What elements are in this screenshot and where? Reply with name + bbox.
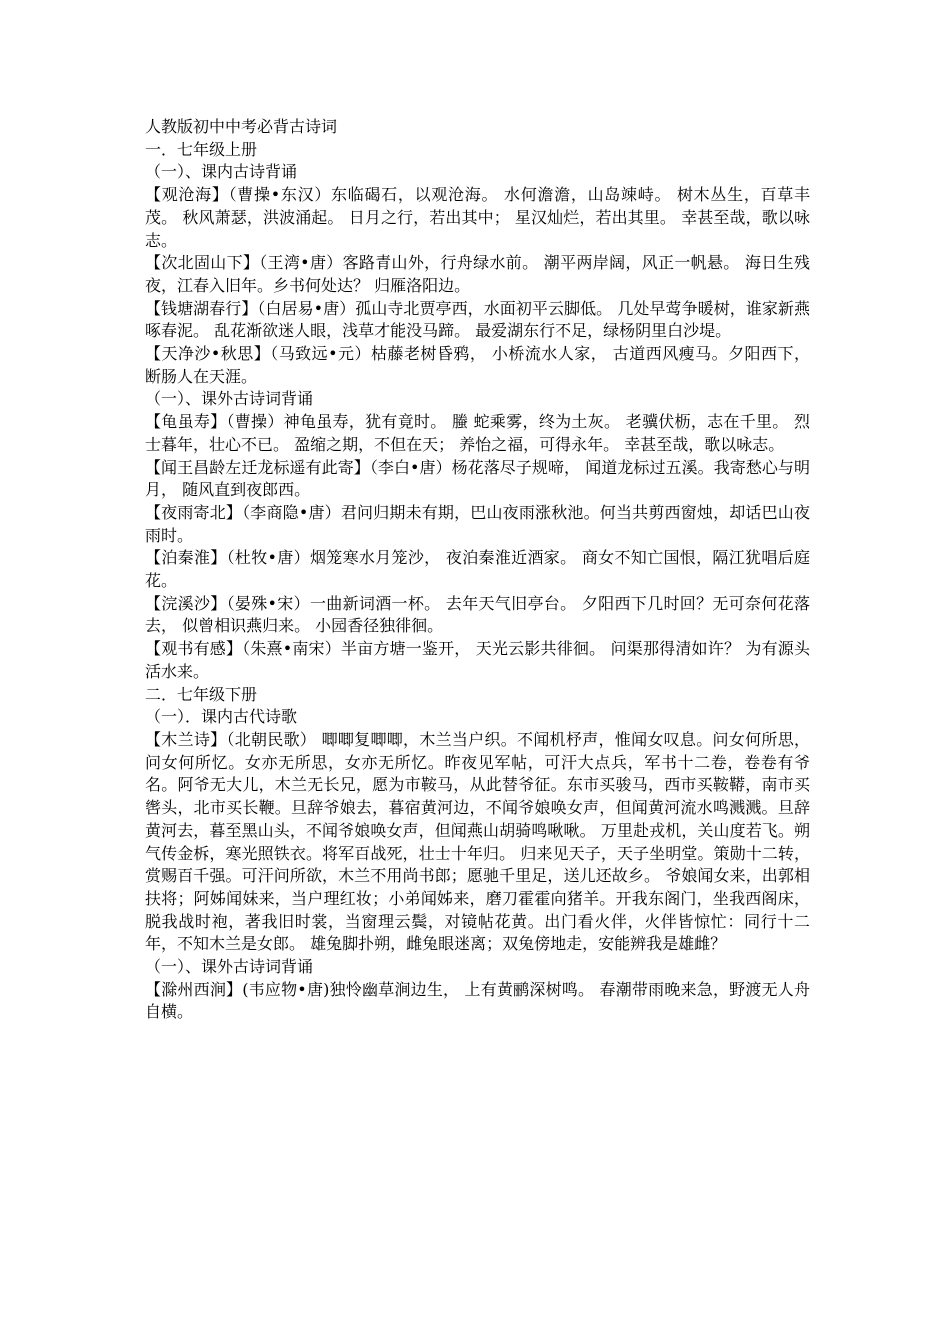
section-heading-grade7-upper: 一．七年级上册 <box>145 139 258 159</box>
poem-tian-jing-sha-qiu-si: 【天净沙•秋思】（马致远•元）枯藤老树昏鸦， 小桥流水人家， 古道西风瘦马。夕阳西下， 断肠人在天涯。 <box>145 344 810 386</box>
subsection-heading-extracurricular: （一）、课外古诗词背诵 <box>145 389 314 409</box>
poem-mu-lan-shi: 【木兰诗】（北朝民歌） 唧唧复唧唧，木兰当户织。不闻机杼声，惟闻女叹息。问女何所思，问女何所忆。女亦无所思，女亦无所忆。昨夜见军帖，可汗大点兵，军书十二卷，卷卷有爷名。阿爷无大儿，木兰无长兄，愿为市鞍马，从此替爷征。东市买骏马，西市买鞍鞯，南市买辔头，北市买长鞭。旦辞爷娘去，暮宿黄河边，不闻爷娘唤女声，但闻黄河流水鸣溅溅。旦辞黄河去，暮至黑山头，不闻爷娘唤女声，但闻燕山胡骑鸣啾啾。 万里赴戎机，关山度若飞。朔气传金柝，寒光照铁衣。将军百战死，壮士十年归。 归来见天子，天子坐明堂。策勋十二转，赏赐百千强。可汗问所欲，木兰不用尚书郎；愿驰千里足，送儿还故乡。 爷娘闻女来，出郭相扶将；阿姊闻妹来，当户理红妆；小弟闻姊来，磨刀霍霍向猪羊。开我东阁门，坐我西阁床，脱我战时袍，著我旧时裳，当窗理云鬓，对镜帖花黄。出门看火伴，火伴皆惊忙：同行十二年，不知木兰是女郎。 雄兔脚扑朔，雌兔眼迷离；双兔傍地走，安能辨我是雄雌？ <box>145 729 810 954</box>
poem-ci-bei-gu-shan-xia: 【次北固山下】（王湾•唐）客路青山外，行舟绿水前。 潮平两岸阔，风正一帆悬。 海日生残夜，江春入旧年。乡书何处达？ 归雁洛阳边。 <box>145 253 810 295</box>
poem-guan-cang-hai: 【观沧海】（曹操•东汉）东临碣石，以观沧海。 水何澹澹，山岛竦峙。 树木丛生，百草丰茂。 秋风萧瑟，洪波涌起。 日月之行，若出其中； 星汉灿烂，若出其里。 幸甚至哉，歌以咏志。 <box>145 185 810 250</box>
subsection-heading-in-class-ancient: （一）．课内古代诗歌 <box>145 707 298 727</box>
document-title: 人教版初中中考必背古诗词 <box>145 117 338 136</box>
poem-guan-shu-you-gan: 【观书有感】（朱熹•南宋）半亩方塘一鉴开， 天光云影共徘徊。 问渠那得清如许？ 为有源头活水来。 <box>145 639 810 681</box>
section-heading-grade7-lower: 二．七年级下册 <box>145 684 258 704</box>
document-page <box>145 116 810 1024</box>
poem-wen-wang-changling: 【闻王昌龄左迁龙标遥有此寄】（李白•唐）杨花落尽子规啼， 闻道龙标过五溪。我寄愁心与明月， 随风直到夜郎西。 <box>145 457 810 500</box>
subsection-heading-extracurricular-2: （一）、课外古诗词背诵 <box>145 957 314 977</box>
poem-gui-sui-shou: 【龟虽寿】（曹操）神龟虽寿，犹有竟时。 螣 蛇乘雾，终为土灰。 老骥伏枥，志在千里。 烈士暮年，壮心不已。 盈缩之期，不但在天； 养怡之福，可得永年。 幸甚至哉，歌以咏志。 <box>145 412 810 454</box>
subsection-heading-in-class: （一）、课内古诗背诵 <box>145 162 298 182</box>
poem-qian-tang-hu-chun-xing: 【钱塘湖春行】（白居易•唐）孤山寺北贾亭西，水面初平云脚低。 几处早莺争暖树，谁家新燕啄春泥。 乱花渐欲迷人眼，浅草才能没马蹄。 最爱湖东行不足，绿杨阴里白沙堤。 <box>145 298 810 341</box>
poem-huan-xi-sha: 【浣溪沙】（晏殊•宋）一曲新词酒一杯。 去年天气旧亭台。 夕阳西下几时回？无可奈何花落去， 似曾相识燕归来。 小园香径独徘徊。 <box>145 593 810 636</box>
poem-ye-yu-ji-bei: 【夜雨寄北】（李商隐•唐）君问归期未有期，巴山夜雨涨秋池。何当共剪西窗烛，却话巴山夜雨时。 <box>145 502 810 545</box>
poem-bo-qin-huai: 【泊秦淮】（杜牧•唐）烟笼寒水月笼沙， 夜泊秦淮近酒家。 商女不知亡国恨，隔江犹唱后庭花。 <box>145 548 810 591</box>
poem-chu-zhou-xi-jian: 【滁州西涧】(韦应物•唐)独怜幽草涧边生， 上有黄鹂深树鸣。 春潮带雨晚来急，野渡无人舟自横。 <box>145 979 810 1022</box>
